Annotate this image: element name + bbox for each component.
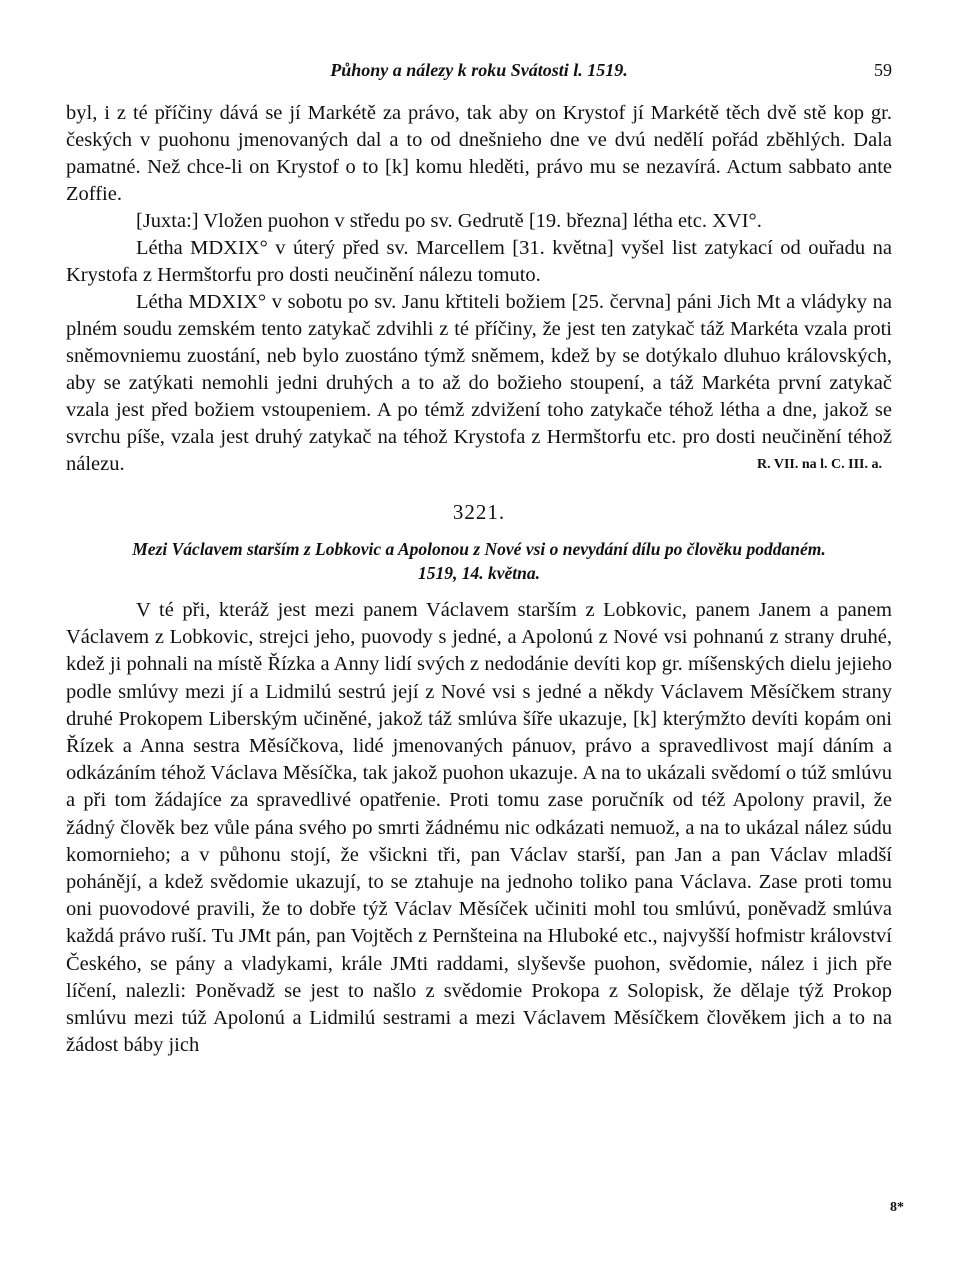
- heading-text: Mezi Václavem starším z Lobkovic a Apolonou z Nové vsi o nevydání dílu po člověku poddaném.: [132, 539, 826, 559]
- archive-reference: R. VII. na l. C. III. a.: [757, 457, 882, 472]
- document-heading: [66, 537, 892, 585]
- signature-mark: 8*: [890, 1200, 904, 1215]
- book-page: [66, 60, 892, 1059]
- paragraph: byl, i z té příčiny dává se jí Markétě za právo, tak aby on Krystof jí Markétě těch dvě stě kop gr. českých v puohonu jmenovaných dal a to od dnešnieho dne ve dvú nedělí pořád zběhlých. Dala pamatné. Než chce-li on Krystof o to [k] komu hleděti, právo mu se nezavírá. Actum sabbato ante Zoffie.: [66, 102, 892, 205]
- previous-document-continuation: [66, 100, 892, 478]
- document-body: [66, 597, 892, 1059]
- paragraph: Létha MDXIX° v úterý před sv. Marcellem [31. května] vyšel list zatykací od ouřadu na Krystofa z Hermštorfu pro dosti neučinění nálezu tomuto.: [66, 237, 892, 286]
- document-number: 3221.: [452, 500, 506, 524]
- paragraph: V té při, kteráž jest mezi panem Václavem starším z Lobkovic, panem Janem a panem Václavem z Lobkovic, strejci jeho, puovody s jedné, a Apolonú z Nové vsi pohnanú z strany druhé, kdež ji pohnali na místě Řízka a Anny lidí svých z nedodánie devíti kop gr. míšenských dielu jejieho podle smlúvy mezi jí a Lidmilú sestrú její z Nové vsi s jedné a někdy Václavem Měsíčkem strany druhé Prokopem Liberským učiněné, jakož táž smlúva šíře ukazuje, [k] kterýmžto devíti kopám oni Řízek a Anna sestra Měsíčkova, lidé jmenovaných pánuov, právo a spravedlivost mají dáním a odkázáním téhož Václava Měsíčka, tak jakož puohon ukazuje. A na to ukázali svědomí o túž smlúvu a při tom žádajíce za spravedlivé opatřenie. Proti tomu zase poručník od též Apolony pravil, že žádný člověk bez vůle pána svého po smrti žádnému nic odkázati nemuož, a na to ukázal nález súdu komornieho; a v půhonu stojí, že všickni tři, pan Václav starší, pan Jan a pan Václav mladší pohánějí, a kdež svědomie ukazují, to se ztahuje na jednoho toliko pana Václava. Zase proti tomu oni puovodové pravili, že to dobře týž Václav Měsíček učiniti mohl tou smlúvú, poněvadž smlúva každá právo ruší. Tu JMt pán, pan Vojtěch z Pernšteina na Hluboké etc., najvyšší hofmistr království Českého, se pány a vladykami, krále JMti raddami, slyševše puohon, svědomie, nález i jich pře líčení, nalezli: Poněvadž se jest to našlo z svědomie Prokopa z Solopisk, že dělaje týž Prokop smlúvu mezi túž Apolonú a Lidmilú sestrami a mezi Václavem Měsíčkem člověkem jich a to na žádost báby jich: [66, 599, 892, 1057]
- page-number: 59: [874, 60, 892, 80]
- heading-date: 1519, 14. května.: [417, 563, 540, 583]
- paragraph: [Juxta:] Vložen puohon v středu po sv. Gedrutě [19. března] létha etc. XVI°.: [136, 210, 762, 232]
- paragraph: Létha MDXIX° v sobotu po sv. Janu křtiteli božiem [25. června] páni Jich Mt a vládyky na plném soudu zemském tento zatykač zdvihli z té příčiny, že jest ten zatykač táž Markéta vzala proti sněmovniemu zuostání, neb bylo zuostáno týmž sněmem, kdež by se dotýkalo dluhuo královských, aby se zatýkati nemohli jedni druhých a to až do božieho stoupení, a táž Markéta první zatykač vzala jest před božiem vstoupeniem. A po témž zdvižení toho zatykače téhož létha a dne, jakož se svrchu píše, vzala jest druhý zatykač na téhož Krystofa z Hermštorfu etc. pro dosti neučinění téhož nálezu.: [66, 291, 892, 475]
- running-head-title: Půhony a nálezy k roku Svátosti l. 1519.: [330, 60, 628, 80]
- running-head: [66, 60, 892, 86]
